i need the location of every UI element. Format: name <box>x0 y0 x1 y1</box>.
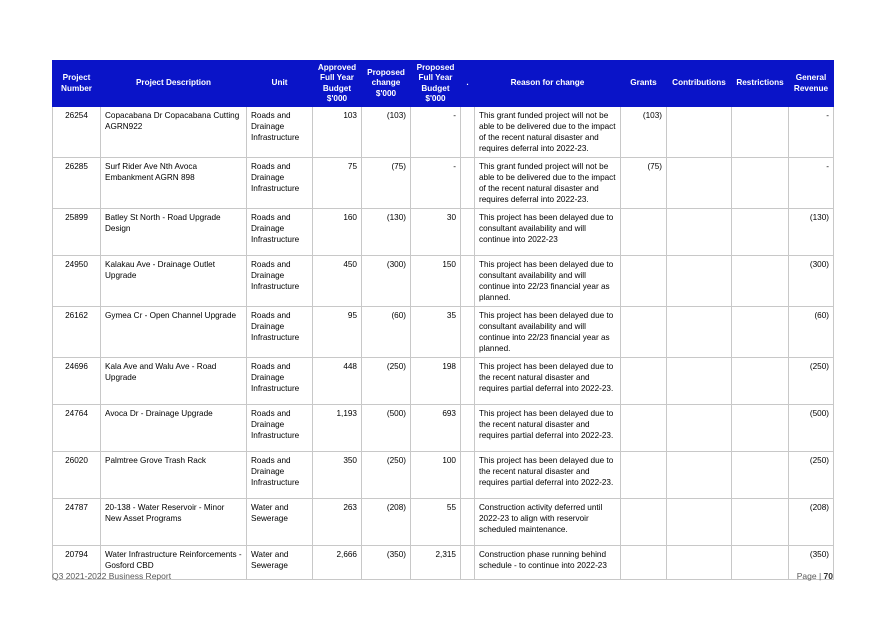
approved-budget-cell: 448 <box>313 358 362 405</box>
project-number: 25899 <box>53 209 101 256</box>
grants-cell <box>621 452 667 499</box>
table-row <box>53 256 834 307</box>
table-row <box>53 307 834 358</box>
reason-cell: This project has been delayed due to the recent natural disaster and requires partial deferral into 2022-23. <box>475 452 621 499</box>
grants-cell <box>621 499 667 546</box>
proposed-change-cell: (103) <box>362 107 411 158</box>
spacer-cell <box>461 358 475 405</box>
unit-cell: Roads and Drainage Infrastructure <box>247 107 313 158</box>
proposed-budget-cell: 55 <box>411 499 461 546</box>
reason-cell: This grant funded project will not be able to be delivered due to the impact of the recent natural disaster and requires deferral into 2022-23. <box>475 158 621 209</box>
general-revenue-cell: (130) <box>789 209 834 256</box>
page-indicator <box>797 571 833 581</box>
proposed-budget-cell: 693 <box>411 405 461 452</box>
header-proposed-budget: Proposed Full Year Budget $'000 <box>411 61 461 107</box>
project-description: Kalakau Ave - Drainage Outlet Upgrade <box>101 256 247 307</box>
reason-cell: This project has been delayed due to the recent natural disaster and requires partial deferral into 2022-23. <box>475 358 621 405</box>
approved-budget-cell: 450 <box>313 256 362 307</box>
approved-budget-cell: 160 <box>313 209 362 256</box>
header-restrictions: Restrictions <box>732 61 789 107</box>
proposed-budget-cell: 30 <box>411 209 461 256</box>
table-row <box>53 358 834 405</box>
project-number: 26285 <box>53 158 101 209</box>
approved-budget-cell: 1,193 <box>313 405 362 452</box>
approved-budget-cell: 103 <box>313 107 362 158</box>
project-table <box>52 60 834 580</box>
project-number: 24696 <box>53 358 101 405</box>
header-reason: Reason for change <box>475 61 621 107</box>
unit-cell: Roads and Drainage Infrastructure <box>247 158 313 209</box>
header-project-description: Project Description <box>101 61 247 107</box>
project-number: 26162 <box>53 307 101 358</box>
spacer-cell <box>461 452 475 499</box>
approved-budget-cell: 75 <box>313 158 362 209</box>
unit-cell: Roads and Drainage Infrastructure <box>247 209 313 256</box>
project-description: Kala Ave and Walu Ave - Road Upgrade <box>101 358 247 405</box>
reason-cell: This project has been delayed due to consultant availability and will continue into 2022-23 <box>475 209 621 256</box>
spacer-cell <box>461 405 475 452</box>
proposed-change-cell: (208) <box>362 499 411 546</box>
unit-cell: Roads and Drainage Infrastructure <box>247 452 313 499</box>
unit-cell: Roads and Drainage Infrastructure <box>247 307 313 358</box>
contributions-cell <box>667 452 732 499</box>
page-label: Page | <box>796 571 824 581</box>
proposed-change-cell: (250) <box>362 358 411 405</box>
table-row <box>53 158 834 209</box>
general-revenue-cell: (500) <box>789 405 834 452</box>
reason-cell: This project has been delayed due to the recent natural disaster and requires partial deferral into 2022-23. <box>475 405 621 452</box>
general-revenue-cell: (250) <box>789 452 834 499</box>
proposed-change-cell: (60) <box>362 307 411 358</box>
unit-cell: Water and Sewerage <box>247 499 313 546</box>
table-header-row <box>53 61 834 107</box>
header-general-revenue: General Revenue <box>789 61 834 107</box>
grants-cell: (75) <box>621 158 667 209</box>
project-description: Gymea Cr - Open Channel Upgrade <box>101 307 247 358</box>
project-description: Avoca Dr - Drainage Upgrade <box>101 405 247 452</box>
general-revenue-cell: (60) <box>789 307 834 358</box>
approved-budget-cell: 350 <box>313 452 362 499</box>
restrictions-cell <box>732 499 789 546</box>
general-revenue-cell: (350) <box>789 546 834 580</box>
contributions-cell <box>667 209 732 256</box>
project-description: Water Infrastructure Reinforcements - Gosford CBD <box>101 546 247 580</box>
restrictions-cell <box>732 107 789 158</box>
project-description: Palmtree Grove Trash Rack <box>101 452 247 499</box>
grants-cell <box>621 546 667 580</box>
proposed-budget-cell: 150 <box>411 256 461 307</box>
table-row <box>53 107 834 158</box>
proposed-change-cell: (130) <box>362 209 411 256</box>
project-number: 24950 <box>53 256 101 307</box>
general-revenue-cell: - <box>789 107 834 158</box>
unit-cell: Roads and Drainage Infrastructure <box>247 358 313 405</box>
general-revenue-cell: (300) <box>789 256 834 307</box>
approved-budget-cell: 263 <box>313 499 362 546</box>
general-revenue-cell: (250) <box>789 358 834 405</box>
proposed-budget-cell: - <box>411 107 461 158</box>
spacer-cell <box>461 307 475 358</box>
proposed-budget-cell: 100 <box>411 452 461 499</box>
project-description: 20-138 - Water Reservoir - Minor New Asset Programs <box>101 499 247 546</box>
grants-cell <box>621 405 667 452</box>
header-unit: Unit <box>247 61 313 107</box>
spacer-cell <box>461 209 475 256</box>
proposed-change-cell: (75) <box>362 158 411 209</box>
report-title: Q3 2021-2022 Business Report <box>52 571 172 581</box>
grants-cell <box>621 358 667 405</box>
restrictions-cell <box>732 209 789 256</box>
grants-cell <box>621 209 667 256</box>
grants-cell: (103) <box>621 107 667 158</box>
contributions-cell <box>667 358 732 405</box>
contributions-cell <box>667 405 732 452</box>
table-row <box>53 499 834 546</box>
approved-budget-cell: 2,666 <box>313 546 362 580</box>
restrictions-cell <box>732 158 789 209</box>
reason-cell: This grant funded project will not be able to be delivered due to the impact of the recent natural disaster and requires deferral into 2022-23. <box>475 107 621 158</box>
approved-budget-cell: 95 <box>313 307 362 358</box>
table-row <box>53 405 834 452</box>
contributions-cell <box>667 158 732 209</box>
restrictions-cell <box>732 307 789 358</box>
header-proposed-change: Proposed change $'000 <box>362 61 411 107</box>
spacer-cell <box>461 256 475 307</box>
general-revenue-cell: - <box>789 158 834 209</box>
header-dot: . <box>461 61 475 107</box>
project-description: Copacabana Dr Copacabana Cutting AGRN922 <box>101 107 247 158</box>
restrictions-cell <box>732 256 789 307</box>
general-revenue-cell: (208) <box>789 499 834 546</box>
proposed-change-cell: (500) <box>362 405 411 452</box>
reason-cell: Construction phase running behind schedule - to continue into 2022-23 <box>475 546 621 580</box>
project-number: 24764 <box>53 405 101 452</box>
grants-cell <box>621 307 667 358</box>
project-number: 26020 <box>53 452 101 499</box>
unit-cell: Roads and Drainage Infrastructure <box>247 405 313 452</box>
contributions-cell <box>667 546 732 580</box>
proposed-budget-cell: 198 <box>411 358 461 405</box>
project-number: 20794 <box>53 546 101 580</box>
spacer-cell <box>461 158 475 209</box>
proposed-change-cell: (250) <box>362 452 411 499</box>
table-row <box>53 452 834 499</box>
reason-cell: This project has been delayed due to consultant availability and will continue into 22/23 financial year as planned. <box>475 256 621 307</box>
proposed-budget-cell: 35 <box>411 307 461 358</box>
header-project-number: Project Number <box>53 61 101 107</box>
spacer-cell <box>461 107 475 158</box>
spacer-cell <box>461 546 475 580</box>
restrictions-cell <box>732 405 789 452</box>
project-number: 24787 <box>53 499 101 546</box>
grants-cell <box>621 256 667 307</box>
proposed-budget-cell: 2,315 <box>411 546 461 580</box>
project-description: Batley St North - Road Upgrade Design <box>101 209 247 256</box>
restrictions-cell <box>732 546 789 580</box>
unit-cell: Water and Sewerage <box>247 546 313 580</box>
reason-cell: This project has been delayed due to consultant availability and will continue into 22/23 financial year as planned. <box>475 307 621 358</box>
unit-cell: Roads and Drainage Infrastructure <box>247 256 313 307</box>
header-grants: Grants <box>621 61 667 107</box>
header-approved-budget: Approved Full Year Budget $'000 <box>313 61 362 107</box>
header-contributions: Contributions <box>667 61 732 107</box>
proposed-change-cell: (300) <box>362 256 411 307</box>
contributions-cell <box>667 499 732 546</box>
restrictions-cell <box>732 358 789 405</box>
contributions-cell <box>667 107 732 158</box>
contributions-cell <box>667 256 732 307</box>
page-number: 70 <box>823 571 833 581</box>
project-description: Surf Rider Ave Nth Avoca Embankment AGRN 898 <box>101 158 247 209</box>
proposed-budget-cell: - <box>411 158 461 209</box>
contributions-cell <box>667 307 732 358</box>
reason-cell: Construction activity deferred until 2022-23 to align with reservoir scheduled maintenance. <box>475 499 621 546</box>
spacer-cell <box>461 499 475 546</box>
restrictions-cell <box>732 452 789 499</box>
table-row <box>53 209 834 256</box>
project-number: 26254 <box>53 107 101 158</box>
proposed-change-cell: (350) <box>362 546 411 580</box>
